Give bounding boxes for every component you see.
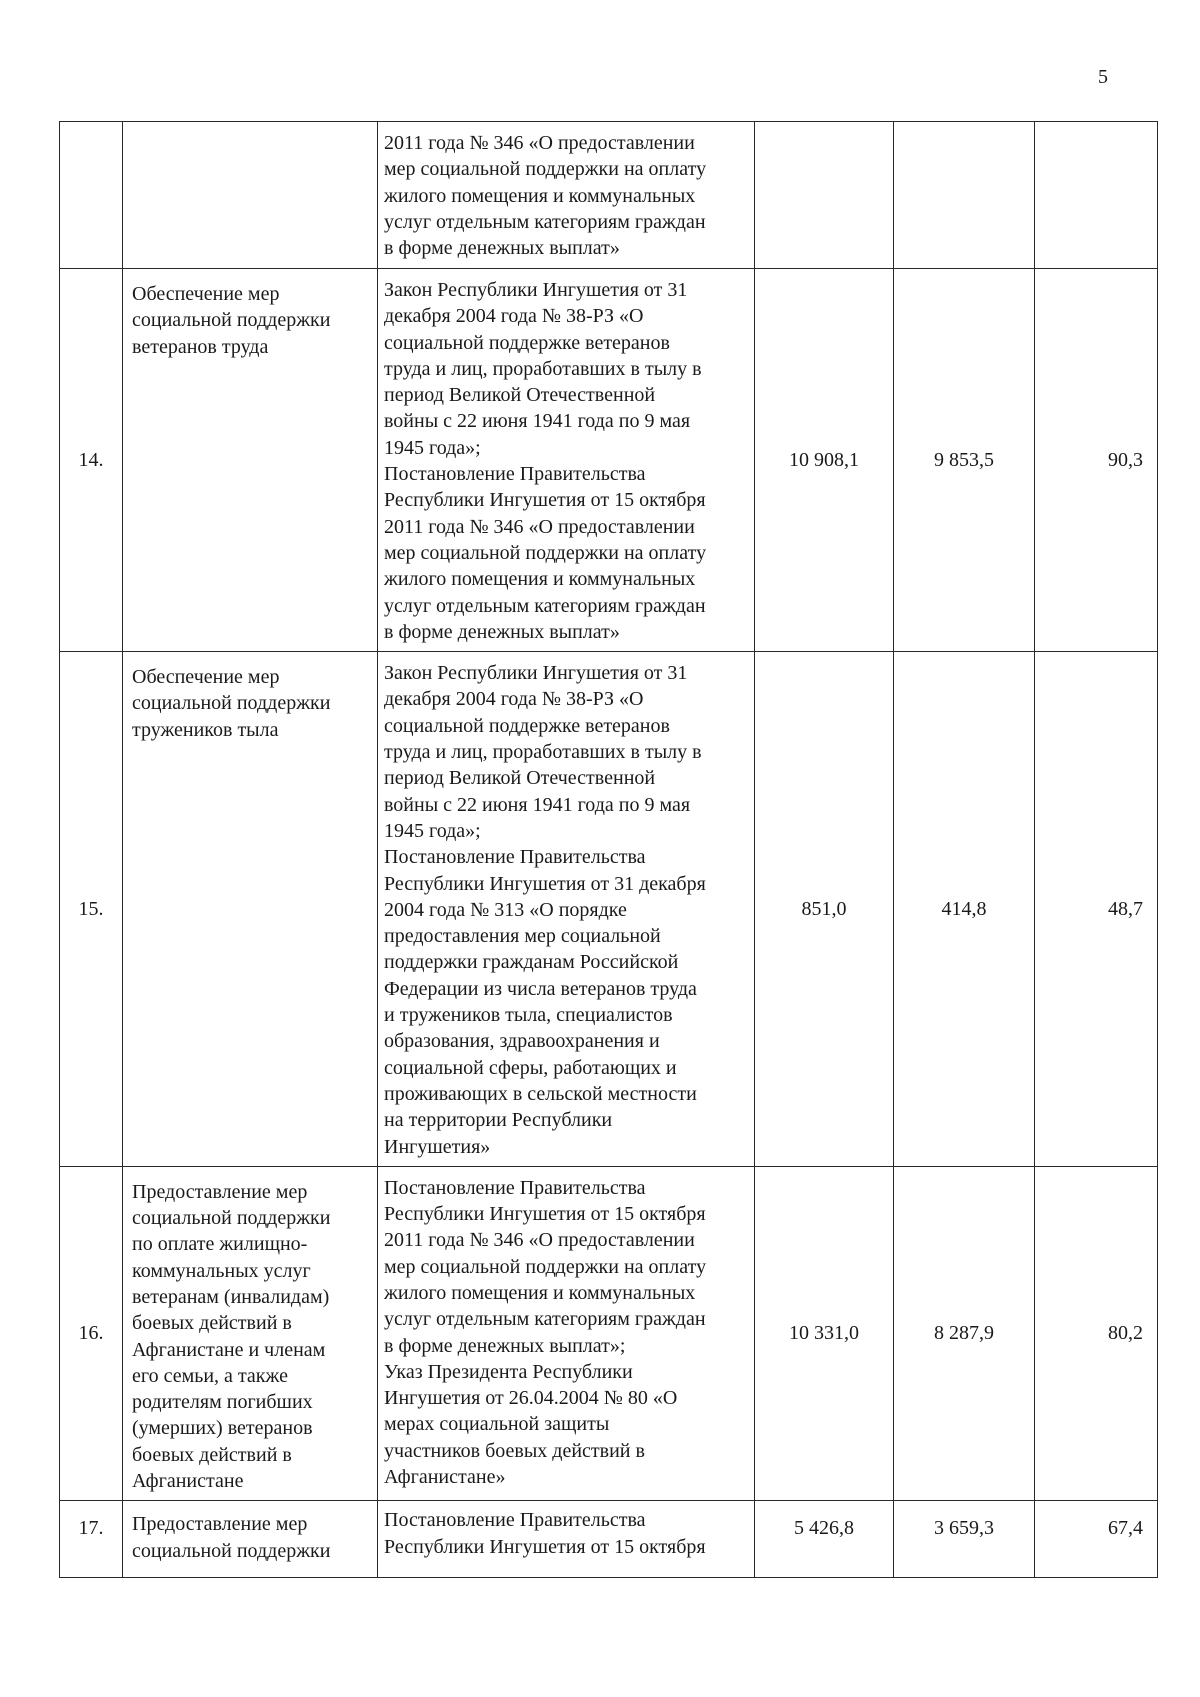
actual-amount: 3 659,3 [934, 1517, 994, 1540]
row-number: 14. [78, 448, 104, 471]
legal-basis-cell [378, 1501, 755, 1578]
execution-percent: 48,7 [1108, 897, 1143, 920]
legal-basis-cell [378, 269, 755, 652]
legal-basis: 2011 года № 346 «О предоставлении мер социальной поддержки на оплату жилого помещения и коммунальных услуг отдельным категориям граждан в форме денежных выплат» [384, 132, 707, 260]
legal-basis-cell [378, 652, 755, 1167]
page-number: 5 [1098, 66, 1108, 88]
actual-amount-cell [894, 1501, 1035, 1578]
execution-percent: 90,3 [1108, 448, 1143, 471]
actual-amount-cell [894, 1166, 1035, 1501]
table-row [60, 1166, 1158, 1501]
actual-amount-cell [894, 122, 1035, 269]
actual-amount: 8 287,9 [934, 1322, 994, 1345]
measure-name [123, 122, 377, 140]
execution-percent-cell [1035, 1501, 1158, 1578]
planned-amount: 10 908,1 [789, 448, 859, 471]
actual-amount: 414,8 [941, 897, 987, 920]
row-number-cell [60, 269, 123, 652]
legal-basis-cell [378, 122, 755, 269]
row-number: 17. [78, 1517, 104, 1540]
measure-name-cell [123, 1166, 378, 1501]
measure-name: Предоставление мер социальной поддержки [132, 1513, 331, 1562]
measure-name-cell [123, 122, 378, 269]
table-row [60, 652, 1158, 1167]
measure-name-cell [123, 652, 378, 1167]
measures-table [59, 121, 1158, 1578]
legal-basis: Постановление Правительства Республики Ингушетия от 15 октября [384, 1509, 706, 1558]
measure-name-cell [123, 269, 378, 652]
table-row [60, 269, 1158, 652]
measure-name: Обеспечение мер социальной поддержки тружеников тыла [132, 666, 331, 741]
execution-percent-cell [1035, 269, 1158, 652]
measure-name-cell [123, 1501, 378, 1578]
row-number-cell [60, 122, 123, 269]
row-number-cell [60, 652, 123, 1167]
actual-amount-cell [894, 652, 1035, 1167]
planned-amount-cell [755, 652, 894, 1167]
planned-amount-cell [755, 122, 894, 269]
row-number-cell [60, 1501, 123, 1578]
actual-amount-cell [894, 269, 1035, 652]
execution-percent-cell [1035, 652, 1158, 1167]
planned-amount-cell [755, 1166, 894, 1501]
planned-amount: 10 331,0 [789, 1322, 859, 1345]
legal-basis: Закон Республики Ингушетия от 31 декабря 2004 года № 38-РЗ «О социальной поддержке ветеранов труда и лиц, проработавших в тылу в период Великой Отечественной войны с 22 июня 1941 года по 9 мая 1945 года»; Постановление Правительства Республики Ингушетия от 31 декабря 2004 года № 313 «О порядке предоставления мер социальной поддержки гражданам Российской Федерации из числа ветеранов труда и тружеников тыла, специалистов образования, здравоохранения и социальной сферы, работающих и проживающих в сельской местности на территории Республики Ингушетия» [384, 662, 706, 1158]
table-row [60, 1501, 1158, 1578]
execution-percent-cell [1035, 122, 1158, 269]
actual-amount: 9 853,5 [934, 448, 994, 471]
row-number: 16. [78, 1322, 104, 1345]
legal-basis: Постановление Правительства Республики Ингушетия от 15 октября 2011 года № 346 «О предоставлении мер социальной поддержки на оплату жилого помещения и коммунальных услуг отдельным категориям граждан в форме денежных выплат»; Указ Президента Республики Ингушетия от 26.04.2004 № 80 «О мерах социальной защиты участников боевых действий в Афганистане» [384, 1176, 707, 1489]
row-number: 15. [78, 897, 104, 920]
planned-amount-cell [755, 1501, 894, 1578]
execution-percent: 80,2 [1108, 1322, 1143, 1345]
planned-amount-cell [755, 269, 894, 652]
row-number-cell [60, 1166, 123, 1501]
legal-basis-cell [378, 1166, 755, 1501]
measure-name: Предоставление мер социальной поддержки по оплате жилищно- коммунальных услуг ветеранам (инвалидам) боевых действий в Афганистане и членам его семьи, а также родителям погибших (умерших) ветеранов боевых действий в Афганистане [132, 1180, 331, 1493]
measure-name: Обеспечение мер социальной поддержки ветеранов труда [132, 283, 331, 358]
planned-amount: 5 426,8 [794, 1517, 854, 1540]
execution-percent: 67,4 [1108, 1517, 1143, 1540]
legal-basis: Закон Республики Ингушетия от 31 декабря 2004 года № 38-РЗ «О социальной поддержке ветеранов труда и лиц, проработавших в тылу в период Великой Отечественной войны с 22 июня 1941 года по 9 мая 1945 года»; Постановление Правительства Республики Ингушетия от 15 октября 2011 года № 346 «О предоставлении мер социальной поддержки на оплату жилого помещения и коммунальных услуг отдельным категориям граждан в форме денежных выплат» [384, 279, 707, 643]
execution-percent-cell [1035, 1166, 1158, 1501]
table-row [60, 122, 1158, 269]
planned-amount: 851,0 [801, 897, 847, 920]
